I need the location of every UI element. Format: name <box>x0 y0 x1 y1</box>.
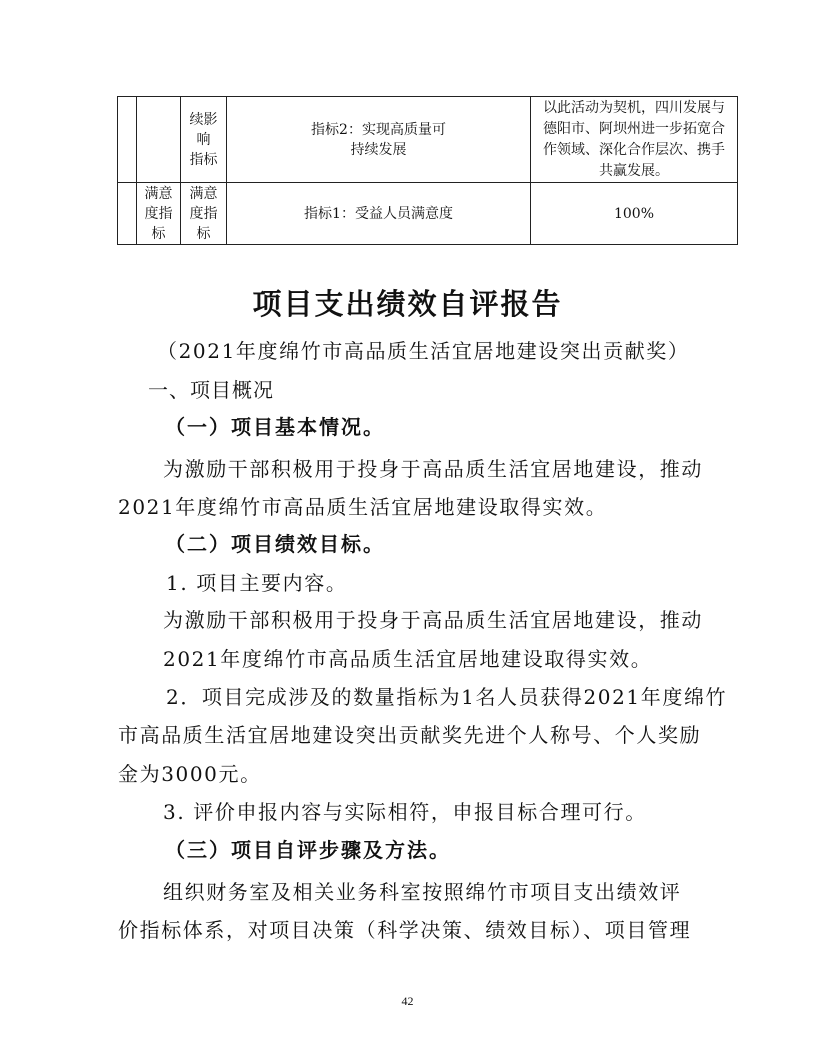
report-title: 项目支出绩效自评报告 <box>252 287 563 321</box>
list-item: 3. 评价申报内容与实际相符，申报目标合理可行。 <box>163 800 647 824</box>
paragraph-line: 2021年度绵竹市高品质生活宜居地建设取得实效。 <box>118 495 608 519</box>
table-row <box>118 183 738 245</box>
table-cell-value: 100% <box>531 183 738 245</box>
paragraph-line: 为激励干部积极用于投身于高品质生活宜居地建设，推动 <box>163 608 703 632</box>
paragraph-line: 金为3000元。 <box>118 762 262 786</box>
list-item: 1. 项目主要内容。 <box>166 571 348 595</box>
table-cell-indicator: 指标2：实现高质量可 持续发展 <box>227 97 531 183</box>
subsection-heading: （二）项目绩效目标。 <box>165 532 385 556</box>
indicator-table <box>117 96 738 245</box>
table-cell-blank <box>118 183 137 245</box>
paragraph-line: 为激励干部积极用于投身于高品质生活宜居地建设，推动 <box>163 457 703 481</box>
paragraph-line: 价指标体系，对项目决策（科学决策、绩效目标）、项目管理 <box>118 918 692 942</box>
table-cell-primary-indicator: 满意 度指 标 <box>137 183 181 245</box>
page-number: 42 <box>401 994 414 1008</box>
table-cell-value: 以此活动为契机，四川发展与 德阳市、阿坝州进一步拓宽合 作领域、深化合作层次、携手 共赢发展。 <box>531 97 738 183</box>
subsection-heading: （一）项目基本情况。 <box>165 415 385 439</box>
paragraph-line: 市高品质生活宜居地建设突出贡献奖先进个人称号、个人奖励 <box>118 723 702 747</box>
table-cell-indicator: 指标1：受益人员满意度 <box>227 183 531 245</box>
paragraph-line: 组织财务室及相关业务科室按照绵竹市项目支出绩效评 <box>163 880 682 904</box>
paragraph-line: 2021年度绵竹市高品质生活宜居地建设取得实效。 <box>163 647 653 671</box>
table-cell-secondary-indicator: 续影 响 指标 <box>181 97 227 183</box>
section-heading: 一、项目概况 <box>148 378 274 402</box>
table-row <box>118 97 738 183</box>
paragraph-line: 2．项目完成涉及的数量指标为1名人员获得2021年度绵竹 <box>166 685 728 709</box>
table-cell-secondary-indicator: 满意 度指 标 <box>181 183 227 245</box>
table-cell-blank <box>118 97 137 183</box>
report-subtitle: （2021年度绵竹市高品质生活宜居地建设突出贡献奖） <box>157 339 690 363</box>
subsection-heading: （三）项目自评步骤及方法。 <box>165 838 451 862</box>
table-cell-blank <box>137 97 181 183</box>
